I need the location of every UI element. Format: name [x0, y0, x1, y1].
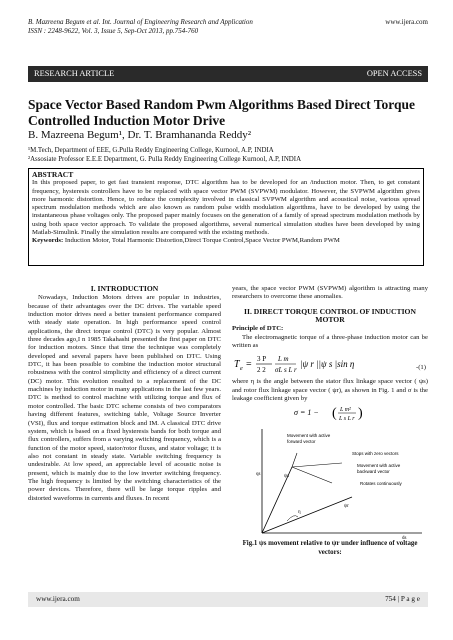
- fig-label-1: Movement with active: [287, 433, 331, 439]
- research-article-label: RESEARCH ARTICLE: [34, 69, 115, 78]
- fig-label-3: Stops with zero vectors: [352, 451, 399, 457]
- fig-label-6: Rotates continuously: [360, 481, 402, 487]
- svg-text:=: =: [246, 359, 252, 371]
- eta-description: where η is the angle between the stator flux linkage space vector ( ψs) and rotor flux linkage space vector ( ψr), as shown in Fig. 1 and σ is the leakage coefficient given by: [232, 378, 428, 403]
- subheading-principle: Principle of DTC:: [232, 325, 284, 333]
- svg-text:L m²: L m²: [340, 407, 351, 414]
- backward-movement-arrow: [292, 467, 332, 483]
- page-number: 754 | P a g e: [385, 595, 420, 603]
- page-footer: [28, 592, 428, 607]
- affiliations: [28, 146, 433, 164]
- svg-text:σL s L r: σL s L r: [275, 366, 297, 375]
- authors: B. Mazreena Begum¹, Dr. T. Bramhananda Reddy²: [28, 129, 252, 141]
- forward-direction-line: [292, 453, 297, 467]
- figure-1-caption: Fig.1 ψs movement relative to ψr under influence of voltage vectors:: [242, 540, 418, 556]
- svg-text:): ): [358, 406, 363, 422]
- forward-movement-arrow: [292, 463, 342, 467]
- keywords-label: Keywords:: [32, 237, 64, 245]
- svg-text:σ = 1 −: σ = 1 −: [294, 408, 319, 418]
- svg-text:T: T: [234, 359, 240, 371]
- svg-text:|ψ r ||ψ s |sin η: |ψ r ||ψ s |sin η: [300, 359, 355, 370]
- abstract-body: In this proposed paper, to get fast transient response, DTC algorithm has to be developed for an /induction motor. Then, to get constant frequency, hysteresis controllers have to be replaced with space vector PWM (SVPWM) modulator. However, the SVPWM algorithm gives more harmonic distortion. Hence, to reduce the complexity involved in classical SVPWM algorithm and acoustical noise, various spread spectrum modulation methods which are also known as random pulse width modulation algorithms, have to be developed by using the instantaneous phase voltages only. The proposed paper mainly focuses on the generation of a family of spread spectrum modulation methods by using both space vector approach. To validate the proposed algorithms, several numerical simulation studies have been developed by using Matlab-Simulink. Finally the simulation results are compared with the existing methods.: [32, 179, 420, 237]
- abstract-heading: ABSTRACT: [32, 170, 74, 179]
- article-type-band: [28, 66, 428, 82]
- header-issn: ISSN : 2248-9622, Vol. 3, Issue 5, Sep-Oct 2013, pp.754-760: [28, 27, 199, 35]
- left-column: [28, 285, 221, 503]
- keywords-text: Induction Motor, Total Harmonic Distortion,Direct Torque Control,Space Vector PWM,Random PWM: [64, 237, 340, 245]
- header-citation: B. Mazreena Begum et al. Int. Journal of Engineering Research and Application: [28, 18, 253, 26]
- vector-diagram: [232, 425, 428, 540]
- keywords: [32, 237, 420, 245]
- figure-1-vector-diagram: [232, 425, 428, 540]
- fig-label-5: backward vector: [357, 469, 390, 475]
- abstract-box: [28, 168, 424, 266]
- equation-number: -(1): [415, 364, 426, 372]
- torque-equation: [232, 352, 428, 376]
- running-header: [28, 18, 428, 36]
- continuation-paragraph: years, the space vector PWM (SVPWM) algorithm is attracting many researchers to overcome these anomalies.: [232, 285, 428, 301]
- sigma-equation-graphic: [292, 403, 412, 423]
- sigma-equation: [232, 403, 428, 423]
- q-axis-label: qs: [256, 472, 261, 478]
- psi-s-label: ψs: [284, 474, 290, 480]
- fig-label-4: Movement with active: [357, 463, 401, 469]
- svg-text:e: e: [240, 366, 243, 373]
- d-axis-label: ds: [402, 536, 407, 541]
- psi-r-label: ψr: [344, 504, 349, 510]
- fig-label-2: forward vector: [287, 439, 316, 445]
- torque-equation-graphic: [232, 352, 382, 376]
- svg-text:2 2: 2 2: [257, 366, 266, 375]
- open-access-label: OPEN ACCESS: [366, 69, 422, 78]
- svg-text:L m: L m: [278, 355, 289, 364]
- eta-arc: [287, 516, 298, 521]
- introduction-paragraph: Nowadays, Induction Motors drives are popular in industries, because of their advantages over the DC drives. The variable speed induction motor drives need a better transient performance compared with steady state operation. In high performance speed control applications, the direct torque control (DTC) is very popular. Almost three decades ago,I n 1985 Takahashi presented the first paper on DTC for induction motors. Since that time the technique was completely developed and several papers have been published on DTC. Using DTC, it has been possible to combine the induction motor structural robustness with the control simplicity and efficiency of a direct current (DC) motor. This evolution resulted to a replacement of the DC machines by induction motor in many applications in the last few years. DTC is method to control machine with utilizing torque and flux of motor controlled. The basic DTC scheme consists of two comparators having different features, switching table, Voltage Source Inverter (VSI), flux and torque estimation block and IM. A classical DTC drive system, which is based on a fixed hysteresis bands for both torque and flux controllers, suffers from a varying switching frequency, which is a function of the motor speed, stator/rotor fluxes, and stator voltage; it is also not constant in steady state. Variable switching frequency is undesirable. At low speed, an appreciable level of acoustic noise is present, which is mainly due to the low inverter switching frequency. The high frequency is limited by the switching characteristics of the power devices. Therefore, there will be large torque ripples and distorted waveforms in currents and fluxes. In recent: [28, 294, 221, 502]
- header-site-link[interactable]: www.ijera.com: [385, 18, 428, 26]
- svg-text:L s L r: L s L r: [339, 416, 355, 423]
- affiliation-2: ²Assosiate Professor E.E.E Department, G. Pulla Reddy Engineering College Kurnool, A.P, INDIA: [28, 156, 302, 163]
- footer-site-link[interactable]: www.ijera.com: [36, 595, 80, 603]
- affiliation-1: ¹M.Tech, Department of EEE, G.Pulla Reddy Engineering College, Kurnool, A.P, INDIA: [28, 147, 274, 154]
- paper-title: Space Vector Based Random Pwm Algorithms Based Direct Torque Controlled Induction Motor Drive: [28, 97, 416, 128]
- eta-label: η: [298, 510, 301, 516]
- section-heading-introduction: I. INTRODUCTION: [90, 284, 159, 293]
- section-heading-dtc: II. DIRECT TORQUE CONTROL OF INDUCTION MOTOR: [244, 306, 416, 325]
- torque-paragraph: The electromagnetic torque of a three-phase induction motor can be written as: [232, 333, 428, 350]
- svg-text:(: (: [332, 406, 337, 422]
- right-column: [232, 285, 428, 557]
- svg-text:3 P: 3 P: [257, 355, 267, 364]
